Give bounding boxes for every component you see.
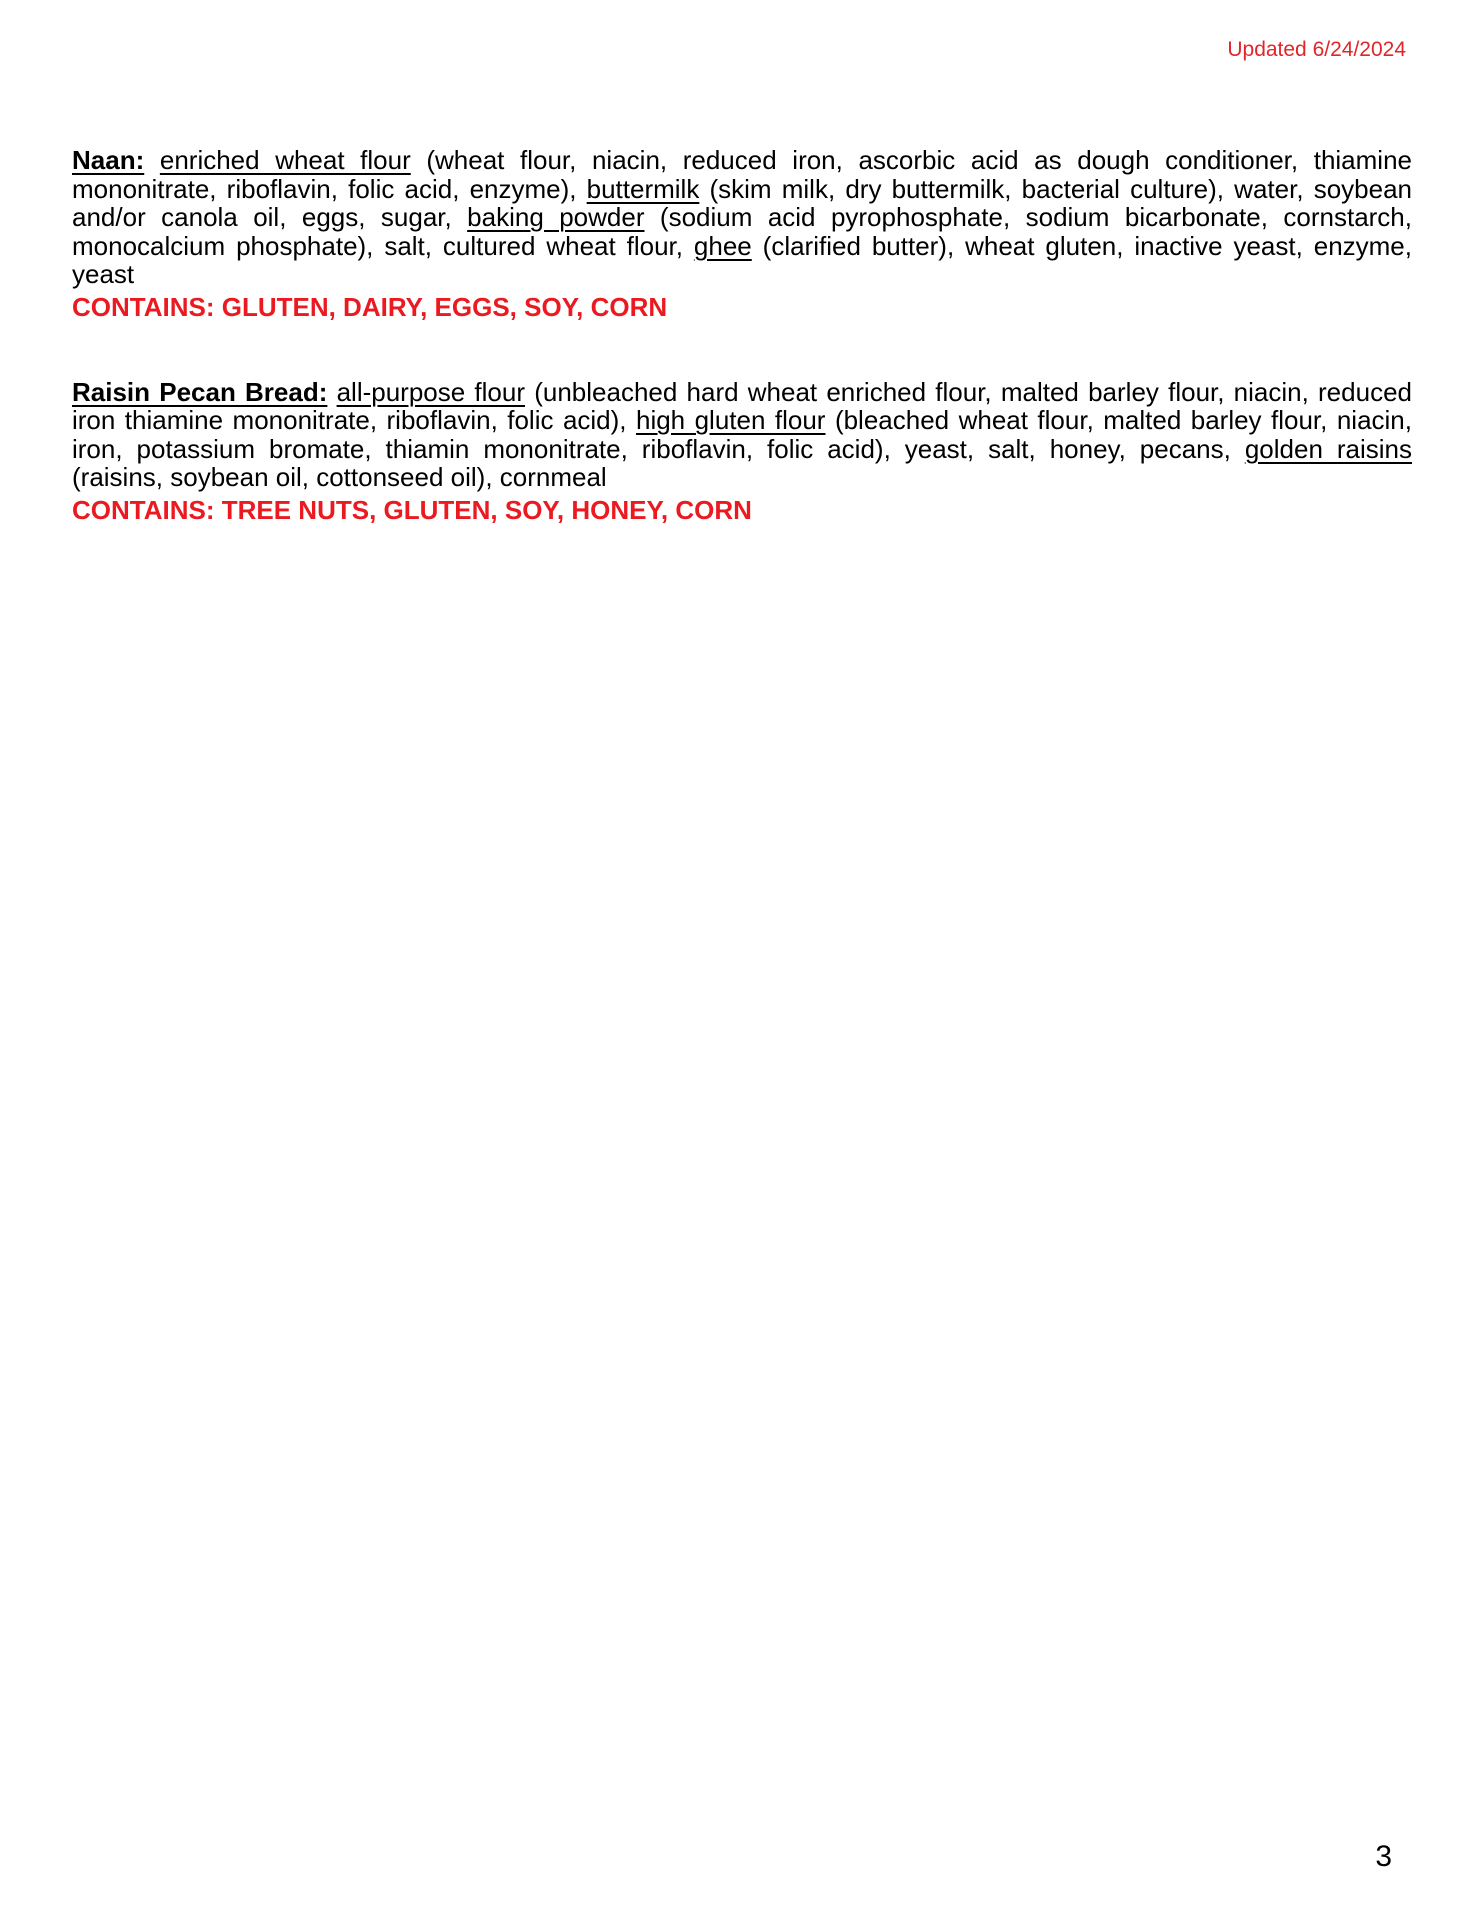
ingredient-text: (sodium acid pyrophosphate, sodium bicarbonate, cornstarch, monocalcium phosphate), salt, cultured wheat flour,: [72, 202, 1412, 261]
ingredient-text: (bleached wheat flour, malted barley flour, niacin, iron, potassium bromate, thiamin mononitrate, riboflavin, folic acid), yeast, salt, honey, pecans,: [72, 405, 1412, 464]
ingredient-item-raisin-pecan-bread: [72, 378, 1412, 525]
key-ingredient: enriched wheat flour: [159, 145, 411, 175]
key-ingredient: golden raisins: [1244, 433, 1412, 464]
item-title: Raisin Pecan Bread:: [72, 376, 328, 407]
item-title: Naan:: [72, 145, 145, 175]
ingredient-list: [72, 146, 1412, 525]
updated-date-label: Updated 6/24/2024: [1227, 38, 1406, 61]
allergen-contains-line: CONTAINS: TREE NUTS, GLUTEN, SOY, HONEY, CORN: [72, 494, 752, 525]
ingredient-text: (wheat flour, niacin, reduced iron, ascorbic acid as dough conditioner, thiamine mononitrate, riboflavin, folic acid, enzyme),: [72, 145, 1413, 204]
key-ingredient: ghee: [693, 230, 752, 261]
ingredient-text: (skim milk, dry buttermilk, bacterial culture), water, soybean and/or canola oil, eggs, sugar,: [72, 173, 1412, 232]
key-ingredient: high gluten flour: [635, 405, 826, 435]
page-number: 3: [1375, 1840, 1392, 1873]
ingredient-paragraph: [72, 146, 1412, 289]
ingredient-paragraph: [72, 378, 1412, 492]
allergen-contains-line: CONTAINS: GLUTEN, DAIRY, EGGS, SOY, CORN: [72, 291, 668, 322]
ingredient-text: [327, 377, 336, 407]
ingredient-item-naan: [72, 146, 1412, 322]
ingredient-text: (raisins, soybean oil, cottonseed oil), cornmeal: [72, 462, 607, 492]
ingredient-text: (unbleached hard wheat enriched flour, malted barley flour, niacin, reduced iron thiamine mononitrate, riboflavin, folic acid),: [72, 376, 1412, 435]
ingredient-text: [144, 145, 160, 175]
key-ingredient: baking powder: [467, 202, 645, 232]
key-ingredient: buttermilk: [586, 173, 700, 204]
ingredient-text: (clarified butter), wheat gluten, inactive yeast, enzyme, yeast: [72, 230, 1412, 289]
key-ingredient: all-purpose flour: [336, 376, 526, 407]
